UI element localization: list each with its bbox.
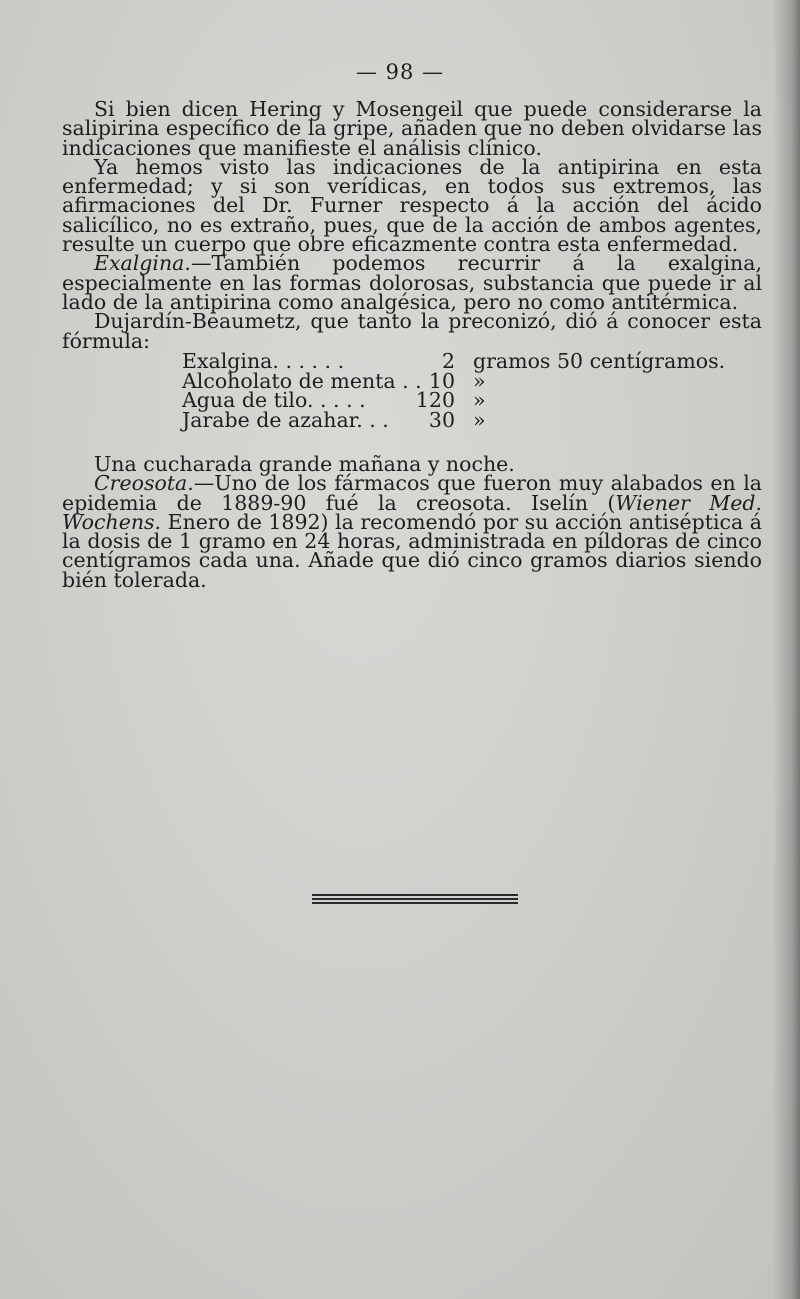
paragraph-creosota [62, 471, 762, 592]
formula-unit: gramos 50 centígramos. [473, 349, 726, 373]
formula-row [182, 407, 725, 432]
formula-unit: » [473, 368, 486, 393]
formula-unit: » [473, 407, 486, 432]
paragraph-salipirina: Si bien dicen Hering y Mosengeil que puede considerarse la salipirina específico de la gripe, añaden que no deben olvidarse las indicaciones que manifieste el análisis clínico. [62, 97, 762, 160]
body-text-bottom [62, 452, 762, 592]
formula-list [182, 349, 726, 432]
formula-quantity: 30 [428, 407, 455, 432]
formula-quantity: 120 [415, 388, 455, 413]
creosota-text-1: —Uno de los fármacos que fueron muy alabados en la epidemia de 1889-90 fué la creosota. Iselín ( [62, 471, 762, 515]
rule-line [312, 902, 518, 904]
formula-unit: » [473, 388, 486, 413]
body-text-top [62, 97, 762, 353]
formula-ingredient: Alcoholato de menta . . [182, 368, 422, 393]
page-number: — 98 — [355, 60, 445, 84]
formula-ingredient: Jarabe de azahar. . . [182, 407, 389, 432]
formula-ingredient: Agua de tilo. . . . . [182, 388, 366, 413]
rule-line [312, 894, 518, 896]
paragraph-dujardin: Dujardín-Beaumetz, que tanto la preconizó, dió á conocer esta fórmula: [62, 309, 762, 353]
paragraph-antipirina: Ya hemos visto las indicaciones de la antipirina en esta enfermedad; y si son verídicas, en todos sus extremos, las afirmaciones del Dr. Furner respecto á la acción del ácido salicílico, no es extraño, pues, que de la acción de ambos agentes, resulte un cuerpo que obre eficazmente contra esta enfermedad. [62, 154, 762, 257]
creosota-citation: Wiener Med. Wochens. [62, 490, 762, 534]
paragraph-dose: Una cucharada grande mañana y noche. [94, 452, 515, 476]
creosota-text-2: Enero de 1892) la recomendó por su acción antiséptica á la dosis de 1 gramo en 24 horas, administrada en píldoras de cinco centígramos cada una. Añade que dió cinco gramos diarios siendo bién tolerada. [62, 509, 762, 592]
formula-ingredient: Exalgina. . . . . . [182, 349, 345, 373]
end-rule [312, 894, 518, 903]
exalgina-text: También podemos recurrir á la exalgina, especialmente en las formas dolorosas, substancia que puede ir al lado de la antipirina como analgésica, pero no como antitérmica. [62, 251, 762, 314]
rule-line [312, 898, 518, 900]
formula-quantity: 2 [441, 349, 455, 373]
creosota-heading: Creosota. [94, 471, 194, 496]
exalgina-heading: Exalgina. [94, 251, 191, 276]
paragraph-exalgina: Exalgina.—También podemos recurrir á la exalgina, especialmente en las formas dolorosas, substancia que puede ir al lado de la antipirina como analgésica, pero no como antitérmica. [62, 251, 762, 314]
page-edge-shadow [772, 0, 800, 1299]
formula-quantity: 10 [428, 368, 455, 393]
